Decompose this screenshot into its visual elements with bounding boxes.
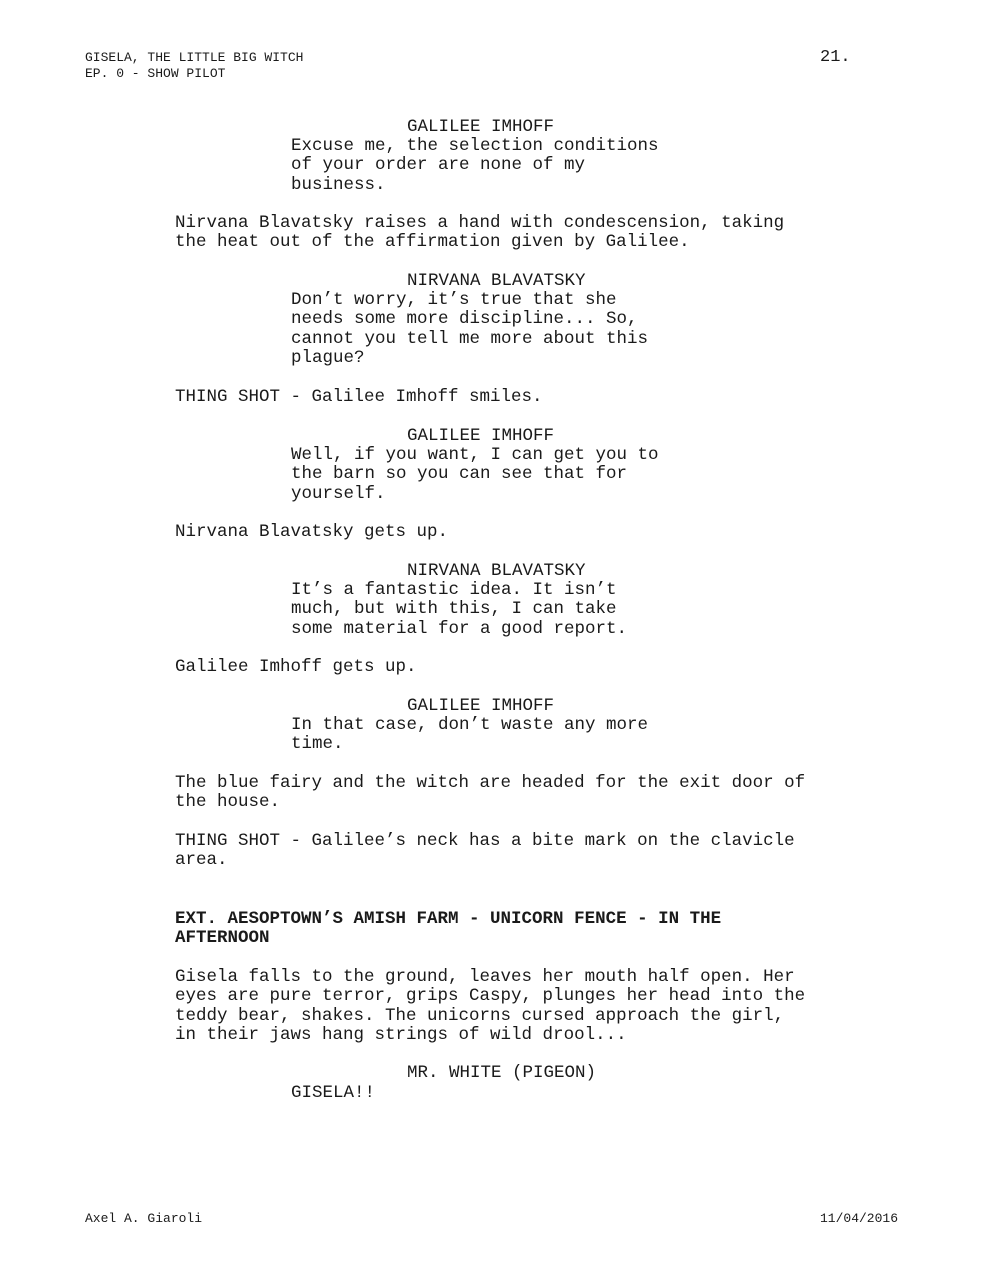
action-line: THING SHOT - Galilee’s neck has a bite mark on the clavicle area. [175,831,795,871]
author-credit: Axel A. Giaroli [85,1211,203,1226]
character-cue: GALILEE IMHOFF [407,696,555,716]
script-date: 11/04/2016 [820,1211,899,1226]
character-cue: GALILEE IMHOFF [407,426,555,446]
show-title: GISELA, THE LITTLE BIG WITCH [85,50,304,65]
dialogue: GISELA!! [291,1083,376,1103]
action-line: The blue fairy and the witch are headed for the exit door of the house. [175,773,806,813]
action-line: Gisela falls to the ground, leaves her mouth half open. Her eyes are pure terror, grips Caspy, plunges her head into the teddy bear, shakes. The unicorns cursed approach the girl, in their jaws hang strings of wild drool... [175,967,806,1046]
action-line: Nirvana Blavatsky gets up. [175,522,449,542]
dialogue: Excuse me, the selection conditions of your order are none of my business. [291,136,659,195]
dialogue: In that case, don’t waste any more time. [291,715,649,755]
episode-label: EP. 0 - SHOW PILOT [85,66,226,81]
character-cue: NIRVANA BLAVATSKY [407,561,586,581]
action-line: THING SHOT - Galilee Imhoff smiles. [175,387,543,407]
scene-heading: EXT. AESOPTOWN’S AMISH FARM - UNICORN FENCE - IN THE AFTERNOON [175,909,722,949]
action-line: Nirvana Blavatsky raises a hand with condescension, taking the heat out of the affirmation given by Galilee. [175,213,785,253]
page-number: 21. [820,48,851,67]
character-cue: GALILEE IMHOFF [407,117,555,137]
dialogue: Don’t worry, it’s true that she needs some more discipline... So, cannot you tell me more about this plague? [291,290,649,369]
character-cue: NIRVANA BLAVATSKY [407,271,586,291]
dialogue: It’s a fantastic idea. It isn’t much, but with this, I can take some material for a good report. [291,580,628,639]
character-cue: MR. WHITE (PIGEON) [407,1063,597,1083]
dialogue: Well, if you want, I can get you to the barn so you can see that for yourself. [291,445,659,504]
action-line: Galilee Imhoff gets up. [175,657,417,677]
